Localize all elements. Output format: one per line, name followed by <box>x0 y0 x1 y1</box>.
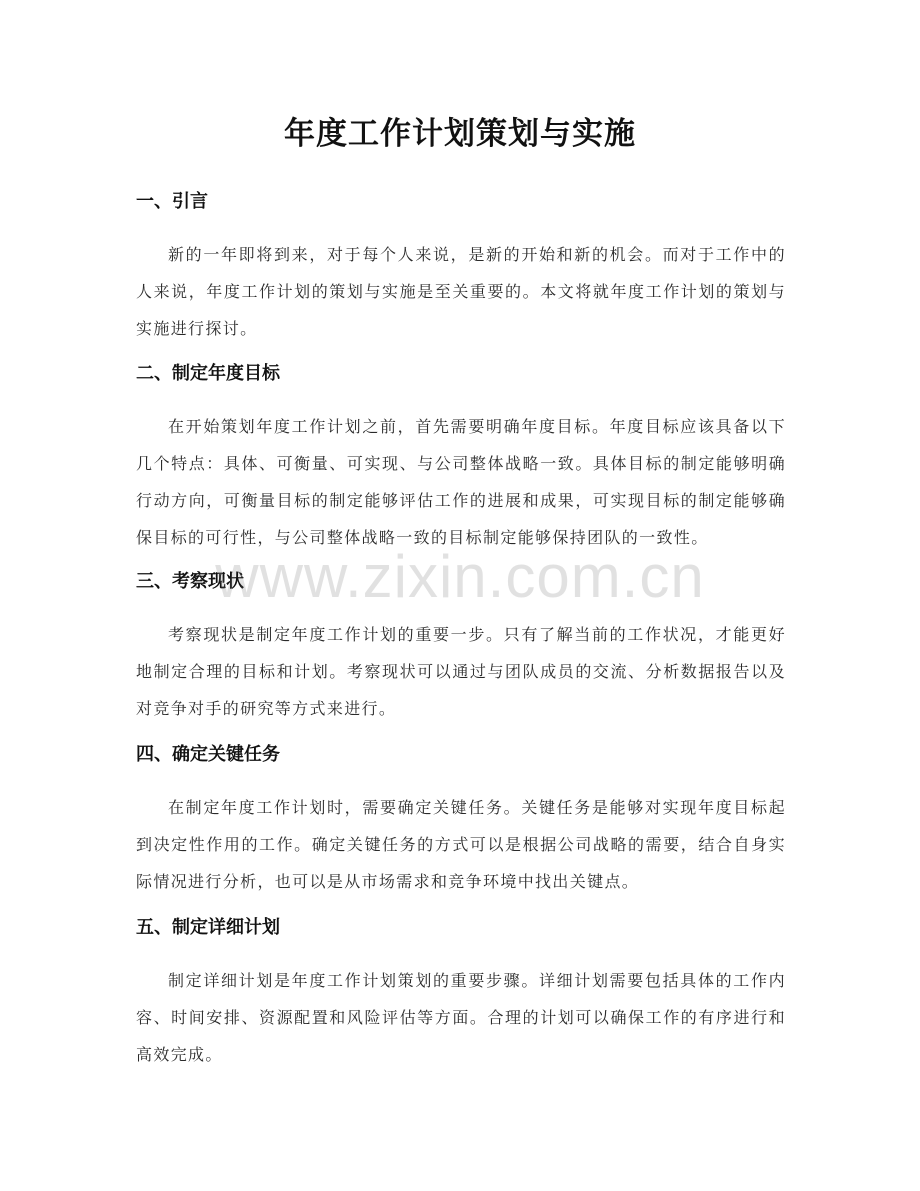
section-heading: 一、引言 <box>136 191 208 212</box>
section-key-tasks <box>136 743 786 900</box>
section-heading: 二、制定年度目标 <box>136 363 280 384</box>
section-detailed-plan <box>136 916 786 1073</box>
section-paragraph: 新的一年即将到来，对于每个人来说，是新的开始和新的机会。而对于工作中的人来说，年度工作计划的策划与实施是至关重要的。本文将就年度工作计划的策划与实施进行探讨。 <box>136 245 786 338</box>
section-paragraph: 制定详细计划是年度工作计划策划的重要步骤。详细计划需要包括具体的工作内容、时间安排、资源配置和风险评估等方面。合理的计划可以确保工作的有序进行和高效完成。 <box>136 971 786 1064</box>
section-annual-goals <box>136 362 786 556</box>
page-title: 年度工作计划策划与实施 <box>284 116 636 152</box>
section-heading: 四、确定关键任务 <box>136 744 280 765</box>
section-current-status <box>136 570 786 727</box>
section-paragraph: 在开始策划年度工作计划之前，首先需要明确年度目标。年度目标应该具备以下几个特点：具体、可衡量、可实现、与公司整体战略一致。具体目标的制定能够明确行动方向，可衡量目标的制定能够评估工作的进展和成果，可实现目标的制定能够确保目标的可行性，与公司整体战略一致的目标制定能够保持团队的一致性。 <box>136 417 786 547</box>
watermark: www.zixin.com.cn <box>215 543 705 610</box>
section-heading: 五、制定详细计划 <box>136 917 280 938</box>
section-paragraph: 考察现状是制定年度工作计划的重要一步。只有了解当前的工作状况，才能更好地制定合理的目标和计划。考察现状可以通过与团队成员的交流、分析数据报告以及对竞争对手的研究等方式来进行。 <box>136 625 786 718</box>
section-paragraph: 在制定年度工作计划时，需要确定关键任务。关键任务是能够对实现年度目标起到决定性作用的工作。确定关键任务的方式可以是根据公司战略的需要，结合自身实际情况进行分析，也可以是从市场需求和竞争环境中找出关键点。 <box>136 798 786 891</box>
section-heading: 三、考察现状 <box>136 571 244 592</box>
section-introduction <box>136 190 786 347</box>
